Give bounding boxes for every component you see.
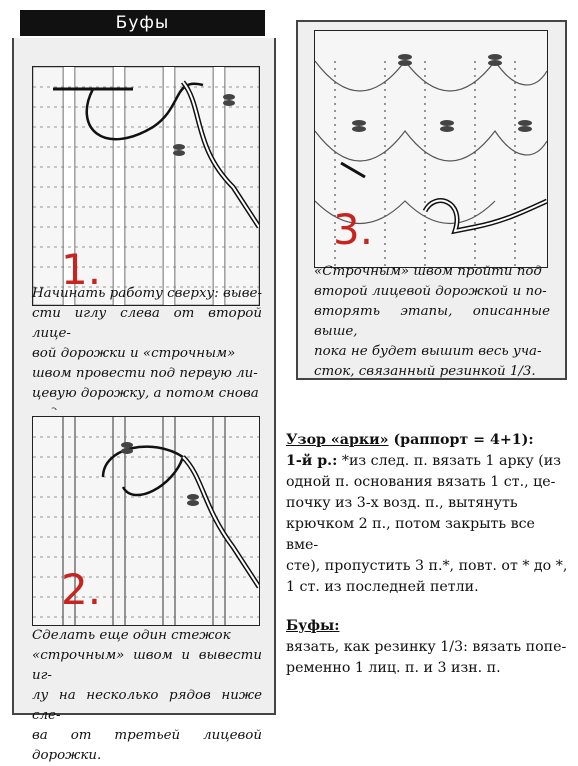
row-line: 1 ст. из последней петли. bbox=[286, 579, 479, 595]
step-3-panel bbox=[296, 20, 567, 380]
caption-line: «строчным» швом и вывести иг- bbox=[32, 648, 262, 683]
step-2-number: 2. bbox=[61, 565, 102, 614]
caption-line: сток, связанный резинкой 1/3. bbox=[314, 364, 536, 379]
step-2-panel bbox=[12, 410, 276, 763]
step-1-number: 1. bbox=[61, 245, 102, 294]
caption-line: цевую дорожку, а потом снова bbox=[32, 386, 259, 401]
row-line: одной п. основания вязать 1 ст., це- bbox=[286, 474, 556, 490]
step-1-caption bbox=[32, 284, 262, 424]
row-label: 1-й р.: bbox=[286, 453, 338, 469]
bufy-heading: Буфы: bbox=[286, 618, 340, 634]
pattern-heading bbox=[286, 430, 570, 451]
caption-line: вторять этапы, описанные выше, bbox=[314, 304, 550, 339]
row-line: почку из 3-х возд. п., вытянуть bbox=[286, 495, 518, 511]
caption-line: ва от третьей лицевой дорожки. bbox=[32, 728, 262, 763]
bufy-line: ременно 1 лиц. п. и 3 изн. п. bbox=[286, 660, 501, 676]
row-1-instruction bbox=[286, 451, 570, 472]
page-title: Буфы bbox=[20, 10, 265, 36]
pattern-repeat: (раппорт = 4+1): bbox=[388, 432, 534, 448]
row-line: *из след. п. вязать 1 арку (из bbox=[341, 453, 561, 469]
bufy-line: вязать, как резинку 1/3: вязать попе- bbox=[286, 639, 567, 655]
pattern-instructions bbox=[286, 430, 570, 679]
caption-line: «Строчным» швом пройти под bbox=[314, 264, 542, 279]
pattern-name: Узор «арки» bbox=[286, 432, 389, 448]
step-3-caption bbox=[314, 262, 550, 382]
caption-line: вой дорожки и «строчным» bbox=[32, 346, 236, 361]
step-2-illustration bbox=[32, 416, 260, 626]
step-3-illustration bbox=[314, 30, 548, 268]
caption-line: второй лицевой дорожкой и по- bbox=[314, 284, 547, 299]
caption-line: лу на несколько рядов ниже сле- bbox=[32, 688, 262, 723]
caption-line: Начинать работу сверху: выве- bbox=[32, 286, 262, 301]
step-1-illustration bbox=[32, 66, 260, 306]
step-3-number: 3. bbox=[333, 205, 374, 254]
row-line: крючком 2 п., потом закрыть все вме- bbox=[286, 516, 535, 553]
step-1-panel bbox=[12, 38, 276, 410]
caption-line: Сделать еще один стежок bbox=[32, 628, 231, 643]
step-2-caption bbox=[32, 626, 262, 766]
row-line: сте), пропустить 3 п.*, повт. от * до *, bbox=[286, 558, 568, 574]
caption-line: сти иглу слева от второй лице- bbox=[32, 306, 262, 341]
caption-line: пока не будет вышит весь уча- bbox=[314, 344, 542, 359]
caption-line: швом провести под первую ли- bbox=[32, 366, 258, 381]
